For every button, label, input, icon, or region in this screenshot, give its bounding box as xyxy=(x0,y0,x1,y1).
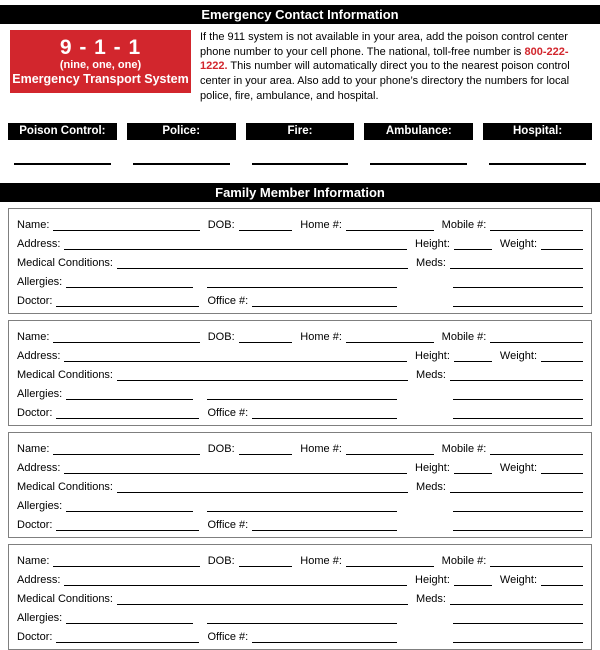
name-label: Name: xyxy=(17,554,50,567)
home-phone-label: Home #: xyxy=(300,330,342,343)
member-row-address xyxy=(17,455,583,474)
office-phone-blank-line xyxy=(252,518,397,531)
doctor-blank-line xyxy=(56,630,199,643)
allergies-label: Allergies: xyxy=(17,611,63,624)
member-row-doctor xyxy=(17,400,583,419)
meds-blank-line xyxy=(450,592,583,605)
mobile-phone-blank-line xyxy=(490,330,583,343)
mobile-phone-label: Mobile #: xyxy=(441,218,487,231)
contact-blank-line xyxy=(252,163,349,165)
dob-blank-line xyxy=(239,442,293,455)
poison-control-phone-number: 800-222-1222. xyxy=(200,45,569,73)
address-label: Address: xyxy=(17,461,61,474)
height-label: Height: xyxy=(415,573,450,586)
member-row-name xyxy=(17,548,583,567)
meds-continuation-line-1 xyxy=(453,387,583,400)
height-label: Height: xyxy=(415,461,450,474)
allergies-extra-blank-line xyxy=(207,275,397,288)
medical-conditions-blank-line xyxy=(117,256,408,269)
member-row-doctor xyxy=(17,512,583,531)
member-row-allergies xyxy=(17,493,583,512)
member-row-name xyxy=(17,212,583,231)
member-row-name xyxy=(17,436,583,455)
contact-label: Police: xyxy=(127,123,236,140)
weight-blank-line xyxy=(541,573,583,586)
emergency-contacts-row xyxy=(8,123,592,165)
name-blank-line xyxy=(53,442,199,455)
dob-label: DOB: xyxy=(207,442,235,455)
weight-label: Weight: xyxy=(499,573,537,586)
contact-blank-line xyxy=(489,163,586,165)
home-phone-label: Home #: xyxy=(300,218,342,231)
family-member-card xyxy=(8,208,592,314)
name-label: Name: xyxy=(17,218,50,231)
address-label: Address: xyxy=(17,237,61,250)
member-row-doctor xyxy=(17,624,583,643)
intro-section xyxy=(10,30,590,104)
home-phone-label: Home #: xyxy=(300,554,342,567)
weight-label: Weight: xyxy=(499,349,537,362)
contact-blank-line xyxy=(370,163,467,165)
name-blank-line xyxy=(53,330,199,343)
weight-blank-line xyxy=(541,461,583,474)
meds-continuation-line-1 xyxy=(453,499,583,512)
contact-blank-line xyxy=(133,163,230,165)
911-badge xyxy=(10,30,191,93)
home-phone-blank-line xyxy=(346,330,434,343)
home-phone-blank-line xyxy=(346,218,434,231)
meds-continuation-line-2 xyxy=(453,518,583,531)
meds-blank-line xyxy=(450,368,583,381)
allergies-extra-blank-line xyxy=(207,387,397,400)
doctor-label: Doctor: xyxy=(17,630,53,643)
dob-label: DOB: xyxy=(207,554,235,567)
meds-continuation-line-2 xyxy=(453,406,583,419)
dob-label: DOB: xyxy=(207,330,235,343)
allergies-extra-blank-line xyxy=(207,611,397,624)
911-words: (nine, one, one) xyxy=(59,58,142,71)
mobile-phone-blank-line xyxy=(490,554,583,567)
mobile-phone-label: Mobile #: xyxy=(441,442,487,455)
height-blank-line xyxy=(454,349,492,362)
meds-continuation-line-2 xyxy=(453,630,583,643)
doctor-blank-line xyxy=(56,406,199,419)
page-title: Emergency Contact Information xyxy=(0,5,600,24)
home-phone-label: Home #: xyxy=(300,442,342,455)
911-caption: Emergency Transport System xyxy=(12,71,189,86)
medical-conditions-blank-line xyxy=(117,480,408,493)
office-phone-label: Office #: xyxy=(207,630,249,643)
meds-continuation-line-1 xyxy=(453,611,583,624)
doctor-label: Doctor: xyxy=(17,294,53,307)
dob-label: DOB: xyxy=(207,218,235,231)
address-label: Address: xyxy=(17,573,61,586)
home-phone-blank-line xyxy=(346,442,434,455)
contact-blank-line xyxy=(14,163,111,165)
height-blank-line xyxy=(454,573,492,586)
office-phone-label: Office #: xyxy=(207,406,249,419)
medical-conditions-label: Medical Conditions: xyxy=(17,256,113,269)
emergency-contact-column xyxy=(127,123,236,165)
meds-blank-line xyxy=(450,256,583,269)
meds-blank-line xyxy=(450,480,583,493)
doctor-blank-line xyxy=(56,294,199,307)
medical-conditions-label: Medical Conditions: xyxy=(17,592,113,605)
family-members-list xyxy=(8,208,592,650)
weight-label: Weight: xyxy=(499,237,537,250)
meds-label: Meds: xyxy=(416,368,446,381)
weight-blank-line xyxy=(541,349,583,362)
meds-label: Meds: xyxy=(416,592,446,605)
name-blank-line xyxy=(53,554,199,567)
office-phone-blank-line xyxy=(252,630,397,643)
address-blank-line xyxy=(64,573,407,586)
member-row-address xyxy=(17,343,583,362)
height-blank-line xyxy=(454,237,492,250)
contact-label: Poison Control: xyxy=(8,123,117,140)
allergies-label: Allergies: xyxy=(17,275,63,288)
emergency-contact-column xyxy=(246,123,355,165)
911-number: 9 - 1 - 1 xyxy=(59,35,142,59)
name-blank-line xyxy=(53,218,199,231)
emergency-contact-column xyxy=(364,123,473,165)
member-row-doctor xyxy=(17,288,583,307)
dob-blank-line xyxy=(239,218,293,231)
meds-label: Meds: xyxy=(416,256,446,269)
mobile-phone-label: Mobile #: xyxy=(441,554,487,567)
name-label: Name: xyxy=(17,442,50,455)
member-row-address xyxy=(17,567,583,586)
name-label: Name: xyxy=(17,330,50,343)
family-section-title: Family Member Information xyxy=(0,183,600,202)
emergency-contact-column xyxy=(483,123,592,165)
dob-blank-line xyxy=(239,330,293,343)
dob-blank-line xyxy=(239,554,293,567)
office-phone-label: Office #: xyxy=(207,518,249,531)
weight-blank-line xyxy=(541,237,583,250)
mobile-phone-label: Mobile #: xyxy=(441,330,487,343)
member-row-name xyxy=(17,324,583,343)
contact-label: Fire: xyxy=(246,123,355,140)
home-phone-blank-line xyxy=(346,554,434,567)
address-blank-line xyxy=(64,461,407,474)
mobile-phone-blank-line xyxy=(490,442,583,455)
allergies-blank-line xyxy=(66,611,193,624)
allergies-label: Allergies: xyxy=(17,499,63,512)
medical-conditions-label: Medical Conditions: xyxy=(17,480,113,493)
poison-control-paragraph xyxy=(200,30,590,104)
doctor-blank-line xyxy=(56,518,199,531)
allergies-extra-blank-line xyxy=(207,499,397,512)
paragraph-text-before: If the 911 system is not available in your area, add the poison control center phone number to your cell phone. The national, toll-free number is xyxy=(200,31,568,58)
contact-label: Ambulance: xyxy=(364,123,473,140)
emergency-contact-column xyxy=(8,123,117,165)
member-row-allergies xyxy=(17,605,583,624)
member-row-medical xyxy=(17,586,583,605)
meds-continuation-line-1 xyxy=(453,275,583,288)
member-row-medical xyxy=(17,474,583,493)
allergies-blank-line xyxy=(66,499,193,512)
member-row-medical xyxy=(17,362,583,381)
office-phone-blank-line xyxy=(252,294,397,307)
paragraph-text-after: This number will automatically direct you to the nearest poison control center in your area. Also add to your phone’s directory the numbers for local police, fire, ambulance, and hospital. xyxy=(200,60,570,102)
medical-conditions-label: Medical Conditions: xyxy=(17,368,113,381)
address-label: Address: xyxy=(17,349,61,362)
weight-label: Weight: xyxy=(499,461,537,474)
office-phone-blank-line xyxy=(252,406,397,419)
allergies-blank-line xyxy=(66,275,193,288)
allergies-label: Allergies: xyxy=(17,387,63,400)
address-blank-line xyxy=(64,349,407,362)
height-label: Height: xyxy=(415,349,450,362)
medical-conditions-blank-line xyxy=(117,368,408,381)
doctor-label: Doctor: xyxy=(17,518,53,531)
family-member-card xyxy=(8,544,592,650)
meds-continuation-line-2 xyxy=(453,294,583,307)
office-phone-label: Office #: xyxy=(207,294,249,307)
height-label: Height: xyxy=(415,237,450,250)
medical-conditions-blank-line xyxy=(117,592,408,605)
member-row-allergies xyxy=(17,269,583,288)
member-row-address xyxy=(17,231,583,250)
meds-label: Meds: xyxy=(416,480,446,493)
mobile-phone-blank-line xyxy=(490,218,583,231)
family-member-card xyxy=(8,432,592,538)
family-member-card xyxy=(8,320,592,426)
height-blank-line xyxy=(454,461,492,474)
member-row-allergies xyxy=(17,381,583,400)
doctor-label: Doctor: xyxy=(17,406,53,419)
member-row-medical xyxy=(17,250,583,269)
contact-label: Hospital: xyxy=(483,123,592,140)
allergies-blank-line xyxy=(66,387,193,400)
address-blank-line xyxy=(64,237,407,250)
